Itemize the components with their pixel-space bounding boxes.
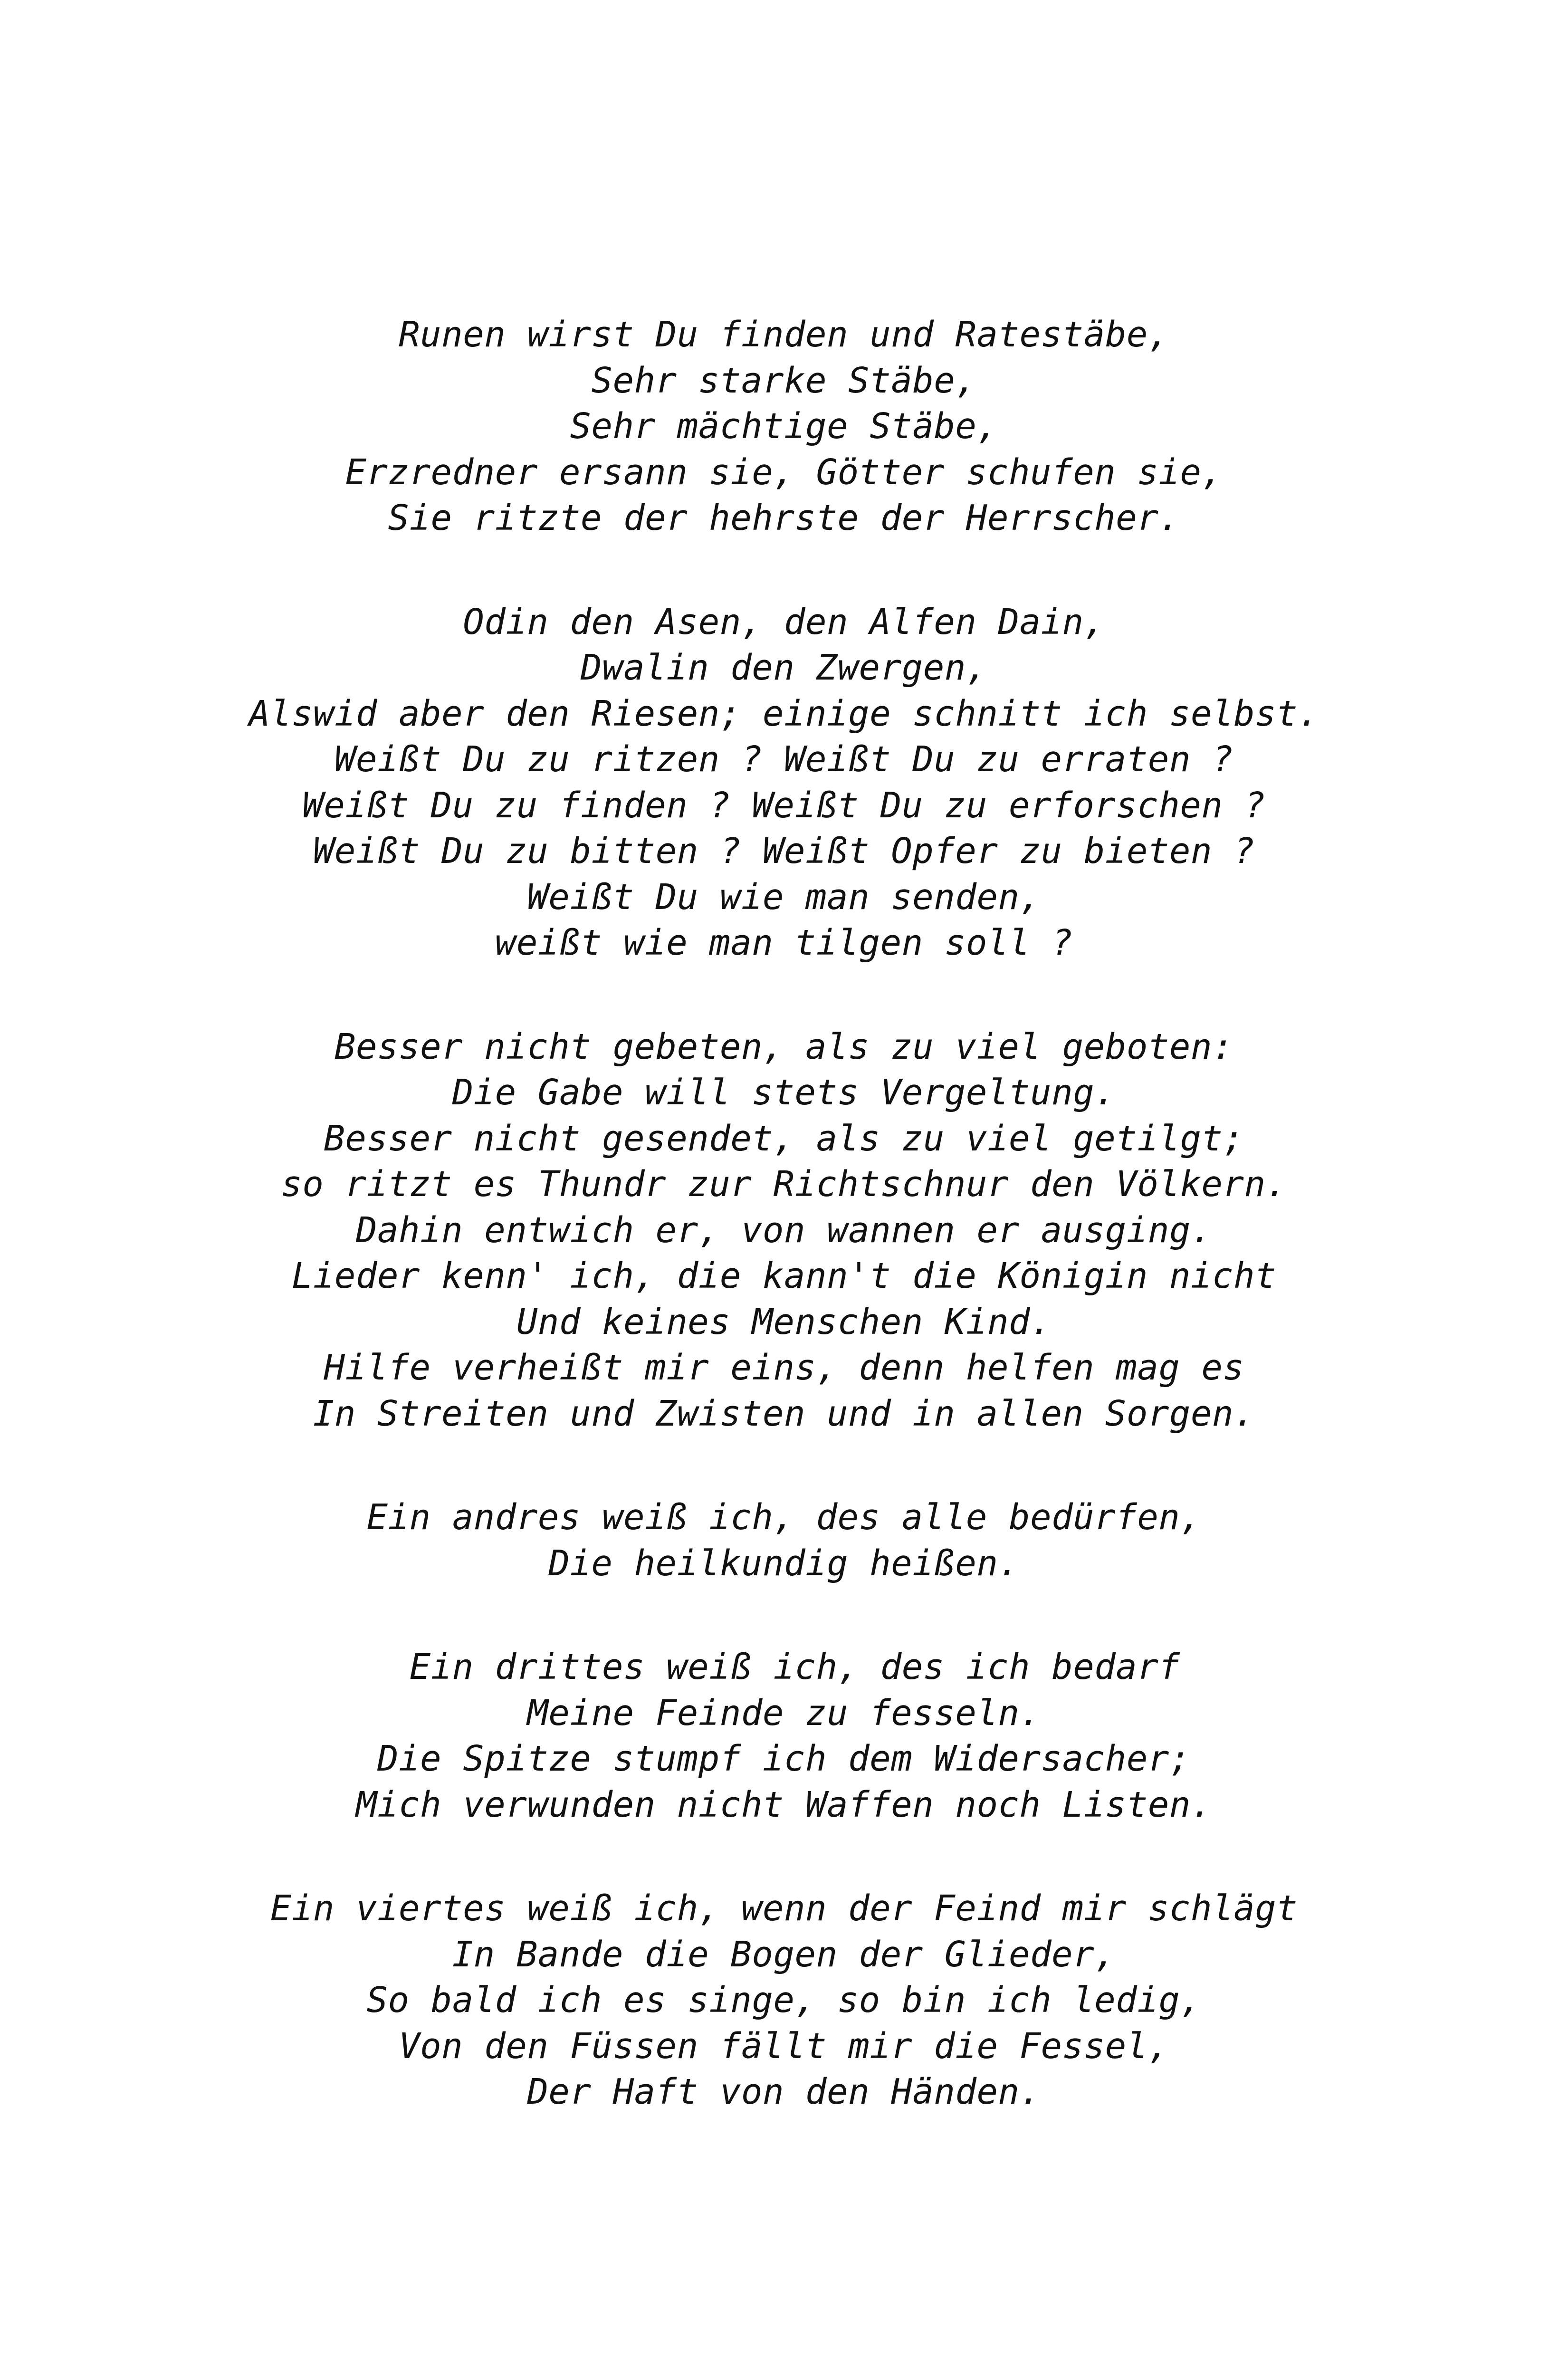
poem-line: Weißt Du wie man senden, — [527, 876, 1041, 918]
poem-line: Besser nicht gesendet, als zu viel getilgt; — [324, 1118, 1244, 1159]
poem-line: Die Spitze stumpf ich dem Widersacher; — [377, 1738, 1191, 1779]
poem-line: Hilfe verheißt mir eins, denn helfen mag es — [324, 1347, 1244, 1388]
poem-line: In Bande die Bogen der Glieder, — [452, 1934, 1116, 1975]
poem-line: Dahin entwich er, von wannen er ausging. — [355, 1209, 1213, 1251]
poem-line: Weißt Du zu finden ? Weißt Du zu erforschen ? — [302, 785, 1266, 826]
poem-line: Sehr starke Stäbe, — [591, 360, 977, 401]
poem-line: Und keines Menschen Kind. — [516, 1301, 1052, 1342]
poem-line: Weißt Du zu ritzen ? Weißt Du zu erraten ? — [334, 739, 1234, 780]
poem-line: Odin den Asen, den Alfen Dain, — [463, 601, 1105, 642]
poem-line: Alswid aber den Riesen; einige schnitt ich selbst. — [249, 693, 1319, 734]
stanza-1 — [0, 312, 1568, 541]
poem-line: Erzredner ersann sie, Götter schufen sie, — [345, 451, 1223, 493]
poem-line: Von den Füssen fällt mir die Fessel, — [399, 2025, 1169, 2067]
poem-line: Lieder kenn' ich, die kann't die Königin nicht — [291, 1255, 1277, 1296]
stanza-6 — [0, 1886, 1568, 2115]
poem-line: Sehr mächtige Stäbe, — [570, 406, 998, 447]
poem-text — [0, 312, 1568, 2173]
stanza-3 — [0, 1024, 1568, 1437]
poem-line: Der Haft von den Händen. — [527, 2071, 1041, 2112]
poem-line: Ein drittes weiß ich, des ich bedarf — [388, 1647, 1180, 1687]
poem-line: Sie ritzte der hehrste der Herrscher. — [388, 498, 1180, 538]
poem-line: weißt wie man tilgen soll ? — [495, 922, 1073, 963]
poem-line: Meine Feinde zu fesseln. — [527, 1692, 1041, 1734]
poem-line: Die heilkundig heißen. — [548, 1542, 1020, 1584]
poem-line: Dwalin den Zwergen, — [581, 647, 987, 688]
poem-line: so ritzt es Thundr zur Richtschnur den Völkern. — [281, 1164, 1287, 1205]
poem-line: Runen wirst Du finden und Ratestäbe, — [399, 314, 1169, 355]
poem-line: So bald ich es singe, so bin ich ledig, — [366, 1980, 1202, 2021]
stanza-4 — [0, 1495, 1568, 1586]
poem-line: Ein viertes weiß ich, wenn der Feind mir schlägt — [270, 1888, 1298, 1929]
poem-line: In Streiten und Zwisten und in allen Sorgen. — [313, 1393, 1255, 1434]
poem-line: Ein andres weiß ich, des alle bedürfen, — [366, 1497, 1202, 1538]
poem-line: Mich verwunden nicht Waffen noch Listen. — [355, 1784, 1213, 1825]
stanza-2 — [0, 599, 1568, 966]
poem-line: Die Gabe will stets Vergeltung. — [452, 1072, 1116, 1113]
poem-line: Besser nicht gebeten, als zu viel geboten: — [334, 1026, 1234, 1067]
stanza-5 — [0, 1644, 1568, 1828]
poem-line: Weißt Du zu bitten ? Weißt Opfer zu bieten ? — [313, 831, 1255, 872]
